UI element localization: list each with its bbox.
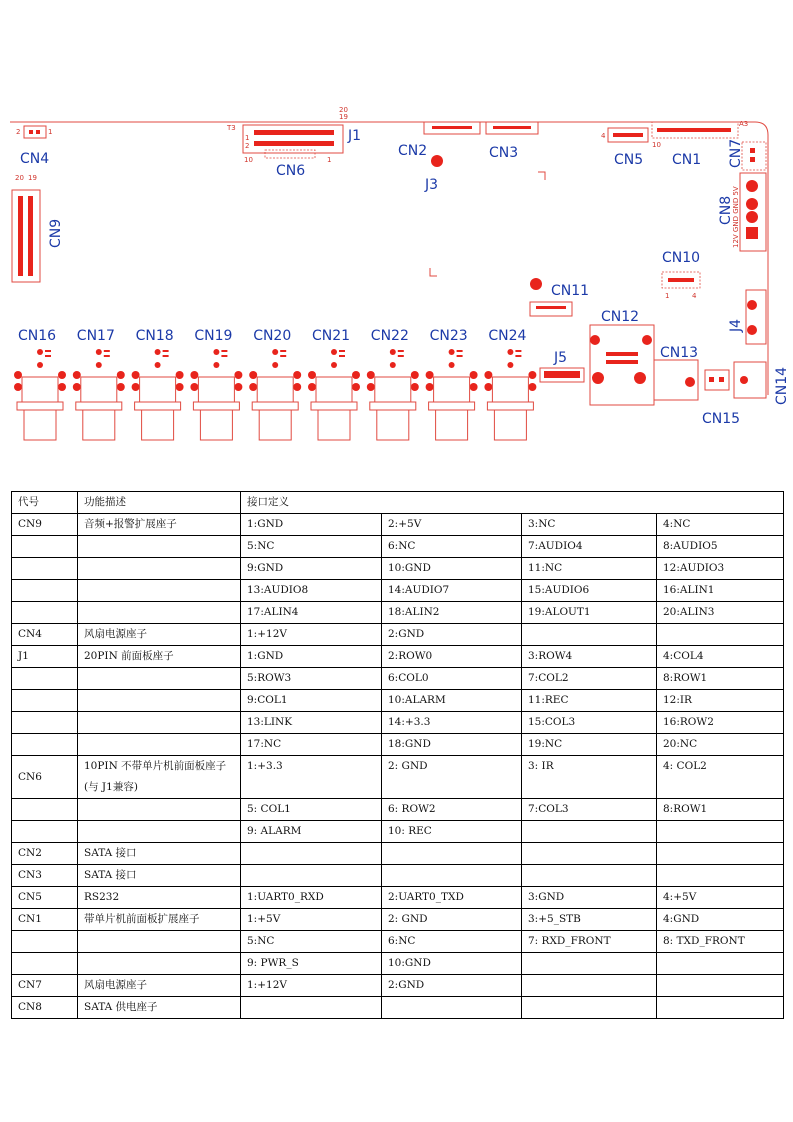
pin-cell: 19:NC bbox=[522, 734, 657, 756]
row-description: 20PIN 前面板座子 bbox=[78, 646, 241, 668]
bnc-connectors bbox=[14, 328, 536, 440]
pin-cell: 10: REC bbox=[382, 821, 522, 843]
pin-cell: 15:COL3 bbox=[522, 712, 657, 734]
pin-cell: 13:LINK bbox=[241, 712, 382, 734]
row-code: J1 bbox=[12, 646, 78, 668]
pin-cell: 3:NC bbox=[522, 514, 657, 536]
pin-mark: 20 bbox=[339, 106, 348, 114]
pin-mark: 1 bbox=[327, 156, 332, 164]
row-description bbox=[78, 668, 241, 690]
bnc-cn24 bbox=[484, 328, 536, 440]
pin-cell: 2:UART0_TXD bbox=[382, 887, 522, 909]
label-cn3: CN3 bbox=[489, 145, 519, 161]
pin-cell: 18:ALIN2 bbox=[382, 602, 522, 624]
table-row bbox=[12, 909, 784, 931]
pin-cell: 3: IR bbox=[522, 756, 657, 799]
label-cn2: CN2 bbox=[398, 143, 428, 159]
pin-cell bbox=[522, 865, 657, 887]
pin-mark: 10 bbox=[244, 156, 253, 164]
row-code: CN5 bbox=[12, 887, 78, 909]
pin-cell: 10:ALARM bbox=[382, 690, 522, 712]
row-code: CN9 bbox=[12, 514, 78, 536]
pin-cell: 6:NC bbox=[382, 536, 522, 558]
pin-cell: 7:AUDIO4 bbox=[522, 536, 657, 558]
label-cn23: CN23 bbox=[429, 328, 468, 344]
pin-cell: 9: ALARM bbox=[241, 821, 382, 843]
pin-cell bbox=[522, 821, 657, 843]
pin-cell: 6:COL0 bbox=[382, 668, 522, 690]
pin-cell: 8:AUDIO5 bbox=[657, 536, 784, 558]
pin-cell: 14:AUDIO7 bbox=[382, 580, 522, 602]
pin-mark: 4 bbox=[692, 292, 697, 300]
label-cn24: CN24 bbox=[488, 328, 527, 344]
pin-cell: 11:REC bbox=[522, 690, 657, 712]
row-code bbox=[12, 558, 78, 580]
row-description: 风扇电源座子 bbox=[78, 624, 241, 646]
bnc-cn21 bbox=[308, 328, 360, 440]
label-cn9: CN9 bbox=[48, 218, 64, 248]
label-cn20: CN20 bbox=[253, 328, 292, 344]
row-description bbox=[78, 558, 241, 580]
connector-cn5-cn1 bbox=[601, 120, 748, 168]
table-row bbox=[12, 602, 784, 624]
pin-definition-table bbox=[11, 491, 784, 1019]
pin-mark: 4 bbox=[601, 132, 606, 140]
pin-mark: 19 bbox=[339, 113, 348, 121]
pin-cell: 7: RXD_FRONT bbox=[522, 931, 657, 953]
pin-cell: 4: COL2 bbox=[657, 756, 784, 799]
pin-cell: 17:NC bbox=[241, 734, 382, 756]
row-code: CN8 bbox=[12, 997, 78, 1019]
pin-cell: 3:+5_STB bbox=[522, 909, 657, 931]
pin-cell: 12:AUDIO3 bbox=[657, 558, 784, 580]
label-cn22: CN22 bbox=[370, 328, 409, 344]
pin-cell bbox=[382, 865, 522, 887]
pin-cell: 1:+12V bbox=[241, 624, 382, 646]
row-code bbox=[12, 931, 78, 953]
row-code bbox=[12, 799, 78, 821]
pin-cell: 17:ALIN4 bbox=[241, 602, 382, 624]
table-row bbox=[12, 821, 784, 843]
row-description: 10PIN 不带单片机前面板座子(与 J1兼容) bbox=[78, 756, 241, 799]
pin-cell: 2: GND bbox=[382, 909, 522, 931]
pin-cell bbox=[522, 997, 657, 1019]
bnc-cn20 bbox=[249, 328, 301, 440]
connector-cn9 bbox=[12, 174, 64, 282]
pin-cell: 14:+3.3 bbox=[382, 712, 522, 734]
row-description bbox=[78, 931, 241, 953]
pin-cell: 3:GND bbox=[522, 887, 657, 909]
pin-cell bbox=[241, 865, 382, 887]
label-cn13: CN13 bbox=[660, 345, 699, 361]
row-code bbox=[12, 690, 78, 712]
row-code: CN7 bbox=[12, 975, 78, 997]
bnc-cn17 bbox=[73, 328, 125, 440]
table-row bbox=[12, 997, 784, 1019]
pin-cell: 8: TXD_FRONT bbox=[657, 931, 784, 953]
pcb-layout-diagram bbox=[0, 95, 793, 455]
table-row bbox=[12, 975, 784, 997]
pin-mark: 1 bbox=[665, 292, 670, 300]
table-row bbox=[12, 646, 784, 668]
pin-cell: 1:+5V bbox=[241, 909, 382, 931]
pin-mark: 19 bbox=[28, 174, 37, 182]
pin-cell: 16:ROW2 bbox=[657, 712, 784, 734]
pin-cell: 9:COL1 bbox=[241, 690, 382, 712]
label-j4: J4 bbox=[728, 318, 744, 332]
label-cn21: CN21 bbox=[312, 328, 351, 344]
pin-cell bbox=[382, 843, 522, 865]
row-code bbox=[12, 734, 78, 756]
pin-mark: 1 bbox=[48, 128, 53, 136]
connector-j1 bbox=[226, 106, 361, 179]
connector-cn10-cn11 bbox=[530, 250, 700, 316]
table-row bbox=[12, 756, 784, 799]
row-description bbox=[78, 580, 241, 602]
label-j1: J1 bbox=[348, 128, 362, 144]
pin-cell bbox=[657, 843, 784, 865]
row-description bbox=[78, 602, 241, 624]
pin-mark: 2 bbox=[16, 128, 21, 136]
row-code: CN1 bbox=[12, 909, 78, 931]
row-code: CN2 bbox=[12, 843, 78, 865]
pin-cell: 1:+3.3 bbox=[241, 756, 382, 799]
row-description bbox=[78, 821, 241, 843]
table-row bbox=[12, 931, 784, 953]
pin-cell bbox=[382, 997, 522, 1019]
pin-cell bbox=[522, 975, 657, 997]
pin-mark: 10 bbox=[652, 141, 661, 149]
table-row bbox=[12, 953, 784, 975]
pin-mark: 2 bbox=[245, 142, 250, 150]
pin-cell: 12:IR bbox=[657, 690, 784, 712]
label-cn11: CN11 bbox=[551, 283, 590, 299]
row-code bbox=[12, 602, 78, 624]
pin-cell: 1:+12V bbox=[241, 975, 382, 997]
row-code bbox=[12, 580, 78, 602]
row-code: CN6 bbox=[12, 756, 78, 799]
connector-sata bbox=[398, 122, 545, 276]
table-row bbox=[12, 887, 784, 909]
pin-cell: 9:GND bbox=[241, 558, 382, 580]
pin-cell bbox=[241, 843, 382, 865]
pin-cell: 20:NC bbox=[657, 734, 784, 756]
table-row bbox=[12, 843, 784, 865]
pin-mark: 20 bbox=[15, 174, 24, 182]
pin-cell: 5:ROW3 bbox=[241, 668, 382, 690]
label-cn1: CN1 bbox=[672, 152, 702, 168]
header-code: 代号 bbox=[12, 492, 78, 514]
row-description: 音频+报警扩展座子 bbox=[78, 514, 241, 536]
pin-cell: 6: ROW2 bbox=[382, 799, 522, 821]
table-row bbox=[12, 712, 784, 734]
pin-mark: A3 bbox=[739, 120, 749, 128]
bnc-cn16 bbox=[14, 328, 66, 440]
connector-cn4 bbox=[16, 126, 52, 167]
pin-cell: 5:NC bbox=[241, 931, 382, 953]
row-code bbox=[12, 668, 78, 690]
pin-mark: 1 bbox=[245, 134, 250, 142]
label-cn19: CN19 bbox=[194, 328, 233, 344]
label-cn4: CN4 bbox=[20, 151, 50, 167]
table-row bbox=[12, 580, 784, 602]
row-description bbox=[78, 690, 241, 712]
pin-cell bbox=[657, 624, 784, 646]
pin-mark: 12V GND GND 5V bbox=[732, 186, 740, 248]
pin-cell: 5:NC bbox=[241, 536, 382, 558]
bnc-cn23 bbox=[426, 328, 478, 440]
pin-cell: 9: PWR_S bbox=[241, 953, 382, 975]
pin-cell: 18:GND bbox=[382, 734, 522, 756]
pin-cell: 15:AUDIO6 bbox=[522, 580, 657, 602]
pin-cell: 19:ALOUT1 bbox=[522, 602, 657, 624]
pin-cell: 1:GND bbox=[241, 646, 382, 668]
row-code bbox=[12, 821, 78, 843]
row-code bbox=[12, 712, 78, 734]
pin-cell bbox=[657, 865, 784, 887]
label-cn15: CN15 bbox=[702, 411, 741, 427]
pin-cell bbox=[657, 953, 784, 975]
pin-cell: 7:COL2 bbox=[522, 668, 657, 690]
pin-cell: 1:GND bbox=[241, 514, 382, 536]
pin-cell: 2: GND bbox=[382, 756, 522, 799]
row-code bbox=[12, 536, 78, 558]
pin-cell: 4:+5V bbox=[657, 887, 784, 909]
pin-cell bbox=[657, 821, 784, 843]
pin-cell: 1:UART0_RXD bbox=[241, 887, 382, 909]
connector-cn7-cn8 bbox=[718, 139, 766, 251]
label-cn16: CN16 bbox=[18, 328, 57, 344]
pin-cell bbox=[657, 975, 784, 997]
pin-cell: 10:GND bbox=[382, 558, 522, 580]
table-row bbox=[12, 799, 784, 821]
row-description bbox=[78, 712, 241, 734]
label-j3: J3 bbox=[425, 177, 439, 193]
label-cn14: CN14 bbox=[774, 366, 790, 405]
pin-cell: 10:GND bbox=[382, 953, 522, 975]
pin-cell: 4:GND bbox=[657, 909, 784, 931]
pin-cell: 16:ALIN1 bbox=[657, 580, 784, 602]
label-cn10: CN10 bbox=[662, 250, 701, 266]
row-code: CN3 bbox=[12, 865, 78, 887]
pin-cell bbox=[522, 843, 657, 865]
pin-cell: 2:GND bbox=[382, 975, 522, 997]
pin-cell: 6:NC bbox=[382, 931, 522, 953]
label-cn7: CN7 bbox=[728, 138, 744, 168]
label-cn17: CN17 bbox=[76, 328, 115, 344]
label-cn18: CN18 bbox=[135, 328, 174, 344]
pin-cell: 8:ROW1 bbox=[657, 668, 784, 690]
table-row bbox=[12, 514, 784, 536]
row-code: CN4 bbox=[12, 624, 78, 646]
pin-cell bbox=[522, 624, 657, 646]
table-row bbox=[12, 734, 784, 756]
pin-cell: 3:ROW4 bbox=[522, 646, 657, 668]
header-description: 功能描述 bbox=[78, 492, 241, 514]
row-description: RS232 bbox=[78, 887, 241, 909]
pin-cell: 13:AUDIO8 bbox=[241, 580, 382, 602]
label-j5: J5 bbox=[554, 350, 568, 366]
bnc-cn18 bbox=[132, 328, 184, 440]
bnc-cn19 bbox=[190, 328, 242, 440]
pin-cell: 2:GND bbox=[382, 624, 522, 646]
pin-cell bbox=[657, 997, 784, 1019]
bnc-cn22 bbox=[367, 328, 419, 440]
label-cn6: CN6 bbox=[276, 163, 306, 179]
row-description: SATA 供电座子 bbox=[78, 997, 241, 1019]
pin-cell: 20:ALIN3 bbox=[657, 602, 784, 624]
pin-cell: 5: COL1 bbox=[241, 799, 382, 821]
label-cn8: CN8 bbox=[718, 195, 734, 225]
table-row bbox=[12, 536, 784, 558]
table-row bbox=[12, 624, 784, 646]
pin-cell: 4:COL4 bbox=[657, 646, 784, 668]
table-row bbox=[12, 865, 784, 887]
row-description: SATA 接口 bbox=[78, 865, 241, 887]
pin-cell: 11:NC bbox=[522, 558, 657, 580]
table-row bbox=[12, 668, 784, 690]
table-row bbox=[12, 558, 784, 580]
row-description: SATA 接口 bbox=[78, 843, 241, 865]
row-description: 风扇电源座子 bbox=[78, 975, 241, 997]
pin-cell bbox=[522, 953, 657, 975]
row-description: 带单片机前面板扩展座子 bbox=[78, 909, 241, 931]
header-pin-definition: 接口定义 bbox=[241, 492, 784, 514]
pin-cell: 7:COL3 bbox=[522, 799, 657, 821]
row-description bbox=[78, 734, 241, 756]
row-description bbox=[78, 536, 241, 558]
row-description bbox=[78, 953, 241, 975]
row-code bbox=[12, 953, 78, 975]
table-row bbox=[12, 690, 784, 712]
pin-cell: 2:ROW0 bbox=[382, 646, 522, 668]
pin-cell: 8:ROW1 bbox=[657, 799, 784, 821]
label-cn12: CN12 bbox=[601, 309, 640, 325]
pin-mark: T3 bbox=[227, 124, 236, 132]
pin-cell: 2:+5V bbox=[382, 514, 522, 536]
label-cn5: CN5 bbox=[614, 152, 644, 168]
pin-cell bbox=[241, 997, 382, 1019]
row-description bbox=[78, 799, 241, 821]
pin-cell: 4:NC bbox=[657, 514, 784, 536]
connector-rear-io bbox=[540, 290, 790, 427]
table-header-row bbox=[12, 492, 784, 514]
